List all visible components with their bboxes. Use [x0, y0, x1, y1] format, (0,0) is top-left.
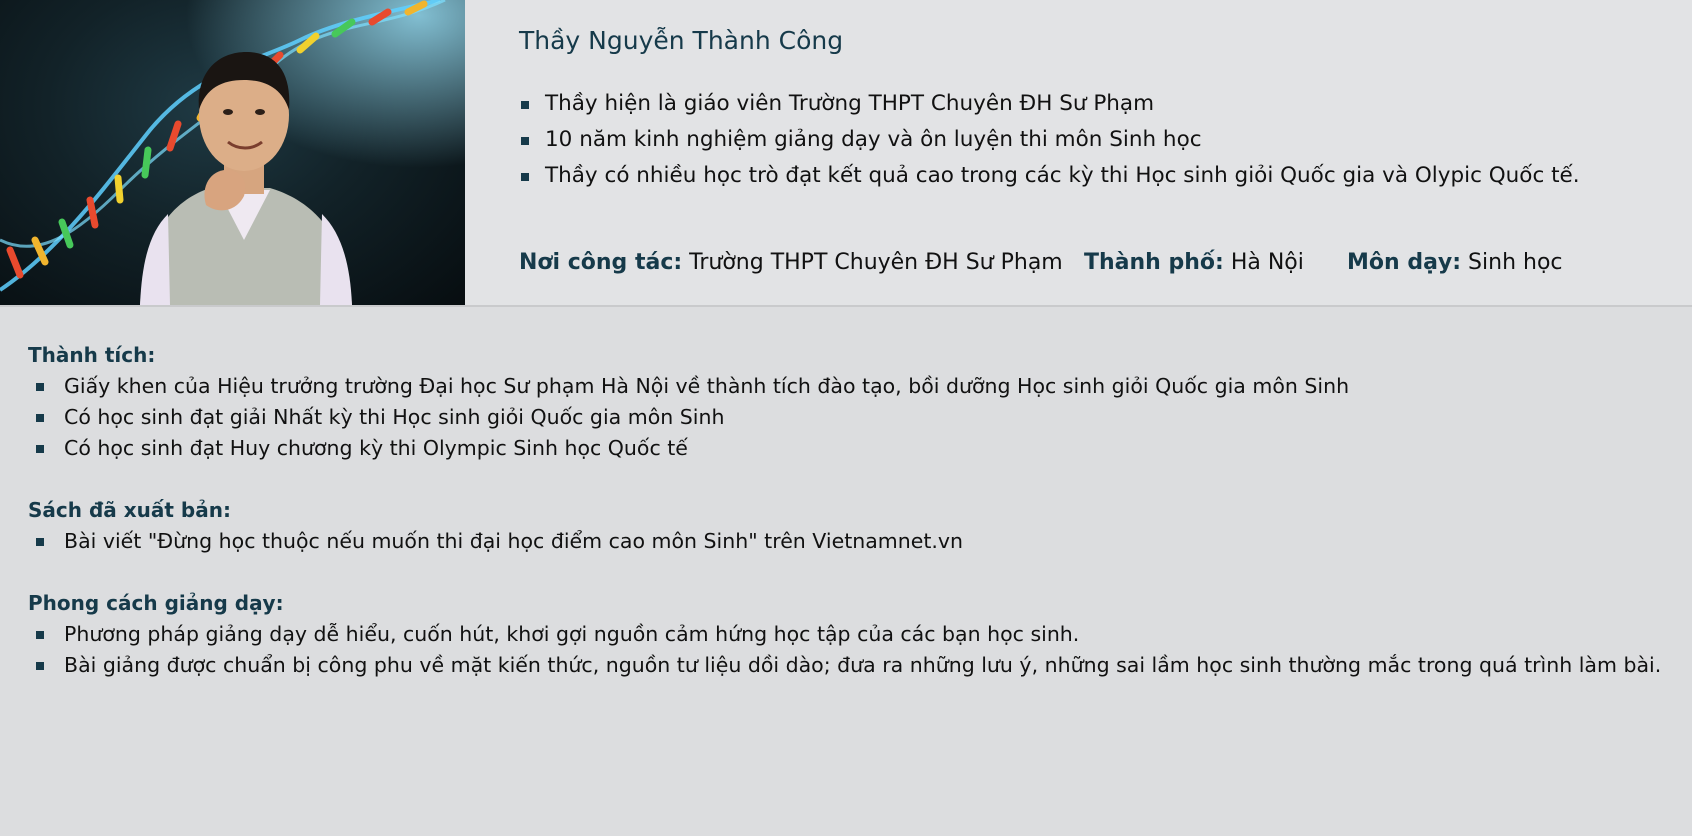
subject-value: Sinh học: [1461, 250, 1563, 275]
dna-portrait-image: [0, 0, 465, 305]
achievement-item: Giấy khen của Hiệu trưởng trường Đại học Sư phạm Hà Nội về thành tích đào tạo, bồi dưỡng Học sinh giỏi Quốc gia môn Sinh: [36, 371, 1349, 402]
city-info: [1084, 250, 1304, 275]
workplace-value: Trường THPT Chuyên ĐH Sư Phạm: [682, 250, 1063, 275]
workplace-label: Nơi công tác:: [519, 250, 683, 275]
city-label: Thành phố:: [1084, 250, 1224, 275]
book-item: Bài viết "Đừng học thuộc nếu muốn thi đại học điểm cao môn Sinh" trên Vietnamnet.vn: [36, 526, 963, 557]
intro-item: Thầy có nhiều học trò đạt kết quả cao trong các kỳ thi Học sinh giỏi Quốc gia và Olypic Quốc tế.: [519, 158, 1580, 194]
profile-header: [0, 0, 1692, 307]
intro-item: 10 năm kinh nghiệm giảng dạy và ôn luyện thi môn Sinh học: [519, 122, 1580, 158]
achievement-item: Có học sinh đạt giải Nhất kỳ thi Học sinh giỏi Quốc gia môn Sinh: [36, 402, 1349, 433]
teaching-style-title: Phong cách giảng dạy:: [28, 591, 284, 615]
teacher-name: Thầy Nguyễn Thành Công: [519, 26, 844, 55]
teaching-style-item: Phương pháp giảng dạy dễ hiểu, cuốn hút, khơi gợi nguồn cảm hứng học tập của các bạn học sinh.: [36, 619, 1661, 650]
books-title: Sách đã xuất bản:: [28, 498, 231, 522]
city-value: Hà Nội: [1223, 250, 1304, 275]
teaching-style-item: Bài giảng được chuẩn bị công phu về mặt kiến thức, nguồn tư liệu dồi dào; đưa ra những lưu ý, những sai lầm học sinh thường mắc trong quá trình làm bài.: [36, 650, 1661, 681]
teaching-style-list: [36, 619, 1661, 681]
teacher-photo: [0, 0, 465, 305]
teacher-intro-list: [519, 86, 1580, 194]
achievements-title: Thành tích:: [28, 343, 156, 367]
intro-item: Thầy hiện là giáo viên Trường THPT Chuyên ĐH Sư Phạm: [519, 86, 1580, 122]
subject-info: [1347, 250, 1563, 275]
subject-label: Môn dạy:: [1347, 250, 1462, 275]
books-list: [36, 526, 963, 557]
achievement-item: Có học sinh đạt Huy chương kỳ thi Olympic Sinh học Quốc tế: [36, 433, 1349, 464]
workplace-info: [519, 250, 1063, 275]
achievements-list: [36, 371, 1349, 464]
